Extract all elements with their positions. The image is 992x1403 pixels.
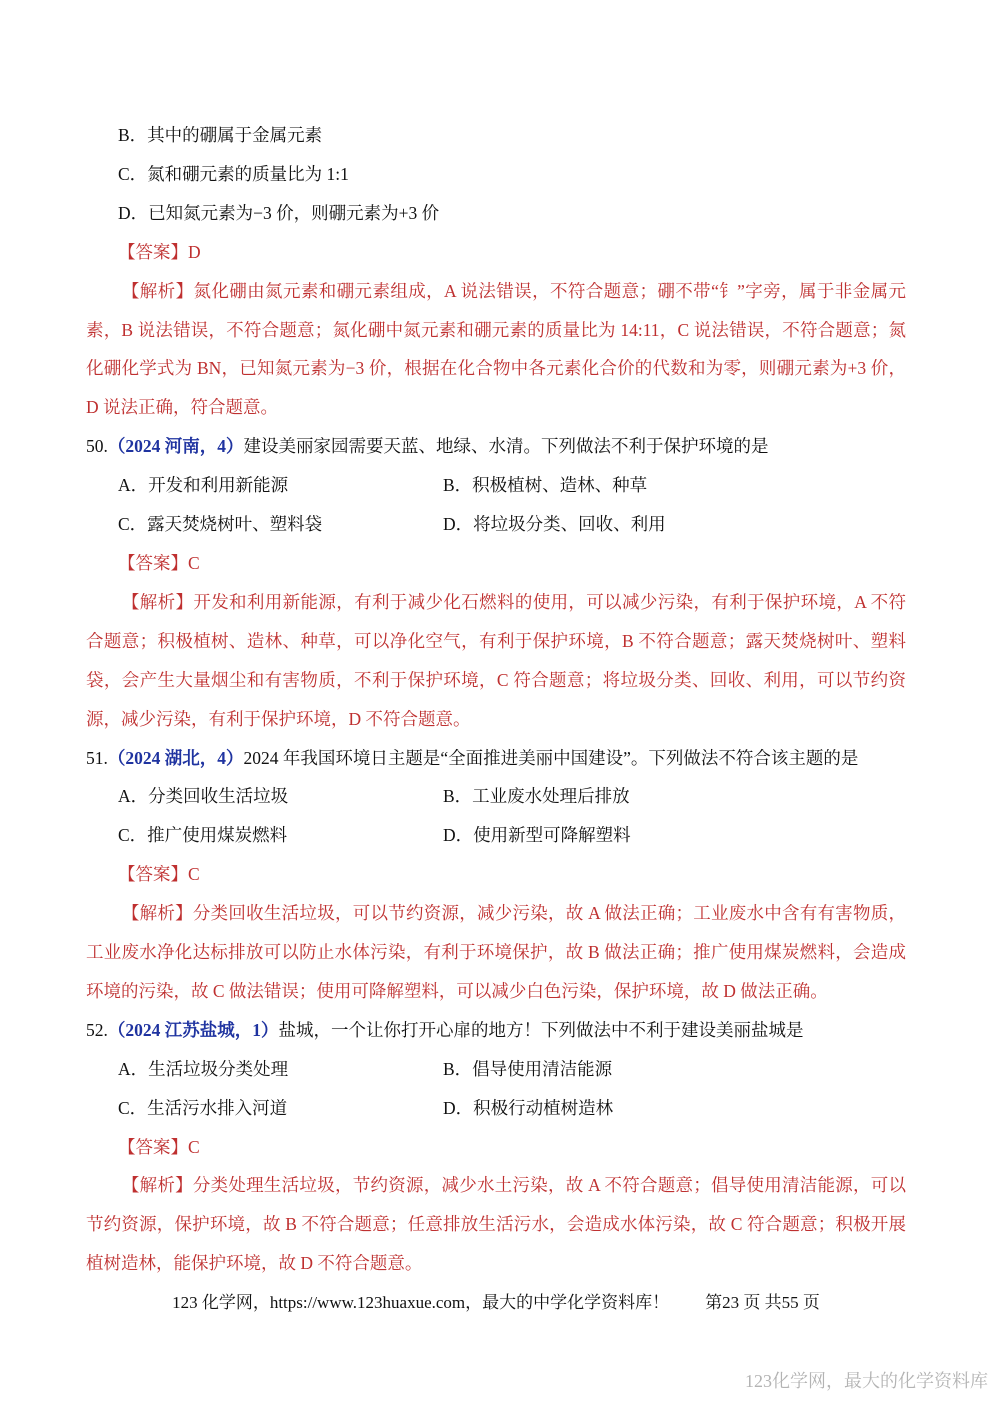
option-d: D．积极行动植树造林 (443, 1097, 614, 1118)
option-a: A．生活垃圾分类处理 (118, 1058, 289, 1079)
answer-label: 【答案】 (118, 552, 188, 573)
options-row (86, 1089, 906, 1128)
question-stem: 建设美丽家园需要天蓝、地绿、水清。下列做法不利于保护环境的是 (243, 436, 769, 457)
answer-line-q51 (86, 855, 906, 894)
answer-line-q50 (86, 544, 906, 583)
answer-label: 【答案】 (118, 864, 188, 885)
question-number: 51. (86, 747, 108, 768)
question-source: （2024 河南，4） (107, 436, 244, 457)
answer-line-q52 (86, 1128, 906, 1167)
options-row (86, 777, 906, 816)
options-row (86, 1050, 906, 1089)
page-number: 第23 页 共55 页 (705, 1293, 820, 1312)
options-row (86, 816, 906, 855)
page-footer (0, 1284, 992, 1323)
answer-value: C (188, 864, 200, 885)
option-line-c: C．氮和硼元素的质量比为 1:1 (118, 163, 349, 184)
watermark: 123化学网，最大的化学资料库 (745, 1371, 988, 1391)
option-line-d: D．已知氮元素为−3 价，则硼元素为+3 价 (118, 202, 440, 223)
footer-site-info: 123 化学网，https://www.123huaxue.com，最大的中学化学资料库！ (172, 1293, 670, 1312)
question-stem: 盐城，一个让你打开心扉的地方！下列做法中不利于建设美丽盐城是 (278, 1019, 804, 1040)
option-line-b: B．其中的硼属于金属元素 (118, 125, 323, 145)
analysis-label: 【解析】 (121, 280, 194, 301)
question-source: （2024 湖北，4） (107, 747, 244, 768)
question-51 (86, 739, 906, 778)
option-c: C．生活污水排入河道 (118, 1097, 288, 1118)
question-source: （2024 江苏盐城，1） (107, 1019, 279, 1040)
option-b: B．工业废水处理后排放 (443, 786, 630, 807)
answer-label: 【答案】 (118, 1136, 188, 1157)
question-number: 52. (86, 1019, 108, 1040)
analysis-label: 【解析】 (121, 903, 193, 924)
analysis-text: 分类回收生活垃圾，可以节约资源，减少污染，故 A 做法正确；工业废水中含有有害物质，工业废水净化达标排放可以防止水体污染，有利于环境保护，故 B 做法正确；推广使用煤炭燃料，会造成环境的污染，故 C 做法错误；使用可降解塑料，可以减少白色污染，保护环境，故 D 做法正确。 (86, 903, 907, 1001)
analysis-label: 【解析】 (121, 1175, 193, 1196)
question-50 (86, 427, 906, 466)
option-b: B．积极植树、造林、种草 (443, 475, 648, 496)
question-stem: 2024 年我国环境日主题是“全面推进美丽中国建设”。下列做法不符合该主题的是 (243, 747, 859, 768)
option-a: A．分类回收生活垃圾 (118, 786, 289, 807)
analysis-q52 (86, 1166, 906, 1283)
answer-label: 【答案】 (118, 241, 188, 262)
question-52 (86, 1011, 906, 1050)
option-b: B．倡导使用清洁能源 (443, 1058, 613, 1079)
answer-value: C (188, 552, 200, 573)
question-number: 50. (86, 436, 108, 457)
answer-value: D (188, 241, 201, 262)
analysis-text: 分类处理生活垃圾，节约资源，减少水土污染，故 A 不符合题意；倡导使用清洁能源，可以节约资源，保护环境，故 B 不符合题意；任意排放生活污水，会造成水体污染，故 C 符合题意；积极开展植树造林，能保护环境，故 D 不符合题意。 (86, 1175, 907, 1274)
answer-line-q49 (86, 233, 906, 272)
option-d: D．使用新型可降解塑料 (443, 825, 631, 846)
option-c: C．推广使用煤炭燃料 (118, 825, 288, 846)
analysis-text: 开发和利用新能源，有利于减少化石燃料的使用，可以减少污染，有利于保护环境，A 不符合题意；积极植树、造林、种草，可以净化空气，有利于保护环境，B 不符合题意；露天焚烧树叶、塑料袋，会产生大量烟尘和有害物质，不利于保护环境，C 符合题意；将垃圾分类、回收、利用，可以节约资源，减少污染，有利于保护环境，D 不符合题意。 (86, 591, 907, 729)
options-row (86, 505, 906, 544)
analysis-label: 【解析】 (121, 591, 194, 612)
option-c: C．露天焚烧树叶、塑料袋 (118, 514, 323, 535)
option-a: A．开发和利用新能源 (118, 475, 289, 496)
option-d: D．将垃圾分类、回收、利用 (443, 514, 666, 535)
analysis-q51 (86, 894, 906, 1011)
analysis-text: 氮化硼由氮元素和硼元素组成，A 说法错误，不符合题意；硼不带“钅”字旁，属于非金属元素，B 说法错误，不符合题意；氮化硼中氮元素和硼元素的质量比为 14:11，C 说法错误，不符合题意；氮化硼化学式为 BN，已知氮元素为−3 价，根据在化合物中各元素化合价的代数和为零，则硼元素为+3 价，D 说法正确，符合题意。 (86, 280, 906, 418)
page-content (86, 116, 906, 1283)
analysis-q49 (86, 272, 906, 428)
options-row (86, 466, 906, 505)
analysis-q50 (86, 583, 906, 739)
answer-value: C (188, 1136, 200, 1157)
